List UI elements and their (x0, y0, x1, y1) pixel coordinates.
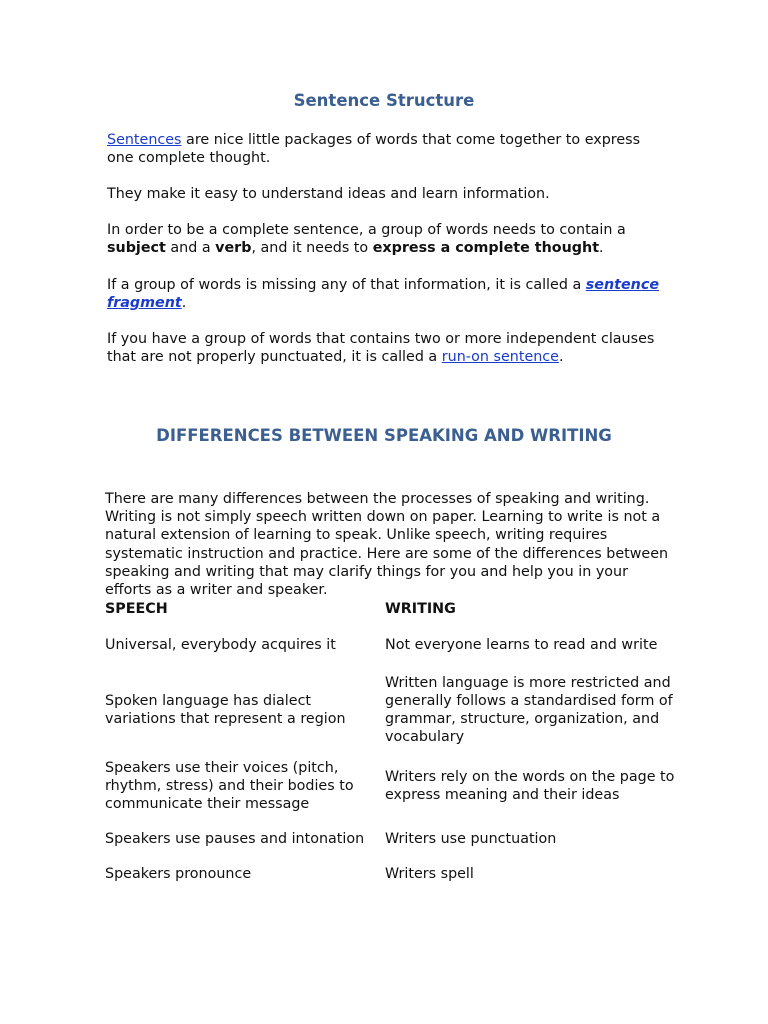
table-row (105, 857, 675, 891)
sentence-fragment-link[interactable]: sentence fragment (107, 277, 660, 311)
writing-cell: Writers rely on the words on the page to express meaning and their ideas (385, 769, 675, 803)
paragraph-text: . (599, 240, 604, 256)
paragraph-fragment (107, 276, 667, 312)
paragraph-text: In order to be a complete sentence, a group of words needs to contain a (107, 222, 626, 238)
paragraph-text: , and it needs to (251, 240, 373, 256)
paragraph-text: are nice little packages of words that come together to express one complete thought. (107, 132, 641, 166)
speech-cell: Spoken language has dialect variations that represent a region (105, 692, 346, 727)
writing-cell: Writers spell (385, 866, 474, 882)
section-title-differences: DIFFERENCES BETWEEN SPEAKING AND WRITING (156, 426, 612, 445)
paragraph-complete-sentence (107, 221, 667, 257)
table-row (105, 622, 675, 668)
table-row (105, 668, 675, 751)
run-on-sentence-link[interactable]: run-on sentence (441, 349, 559, 365)
paragraph-text: and a (165, 240, 216, 256)
sentences-link[interactable]: Sentences (107, 132, 182, 148)
paragraph-run-on (107, 330, 667, 366)
paragraph-text: . (558, 349, 564, 365)
paragraph-text: If you have a group of words that contains two or more independent clauses that are not properly punctuated, it is called a (107, 331, 655, 365)
speech-cell: Speakers use their voices (pitch, rhythm, stress) and their bodies to communicate their message (105, 760, 354, 812)
header-writing: WRITING (385, 601, 456, 617)
paragraph-sentences (107, 131, 667, 167)
term-subject: subject (107, 240, 166, 256)
paragraph-differences-intro: There are many differences between the processes of speaking and writing. Writing is not simply speech written down on paper. Learning to write is not a natural extension of learning to speak. Unlike speech, writing requires systematic instruction and practice. Here are some of the differences between speaking and writing that may clarify things for you and help you in your efforts as a writer and speaker. (105, 491, 669, 599)
speech-cell: Universal, everybody acquires it (105, 637, 336, 653)
term-complete-thought: express a complete thought (372, 240, 600, 256)
paragraph-ideas: They make it easy to understand ideas and learn information. (107, 186, 550, 202)
writing-cell: Not everyone learns to read and write (385, 637, 658, 653)
paragraph-text: If a group of words is missing any of that information, it is called a (107, 277, 586, 293)
paragraph-text: . (181, 295, 187, 311)
table-row (105, 751, 675, 821)
speech-writing-table (105, 600, 675, 891)
writing-cell: Written language is more restricted and generally follows a standardised form of grammar, structure, organization, and vocabulary (385, 674, 673, 745)
table-row (105, 821, 675, 857)
header-speech: SPEECH (105, 601, 168, 617)
speech-cell: Speakers pronounce (105, 866, 252, 882)
term-verb: verb (215, 240, 252, 256)
writing-cell: Writers use punctuation (385, 831, 557, 847)
table-header-row (105, 600, 675, 622)
section-title-sentence-structure: Sentence Structure (293, 91, 475, 110)
speech-cell: Speakers use pauses and intonation (105, 831, 365, 847)
